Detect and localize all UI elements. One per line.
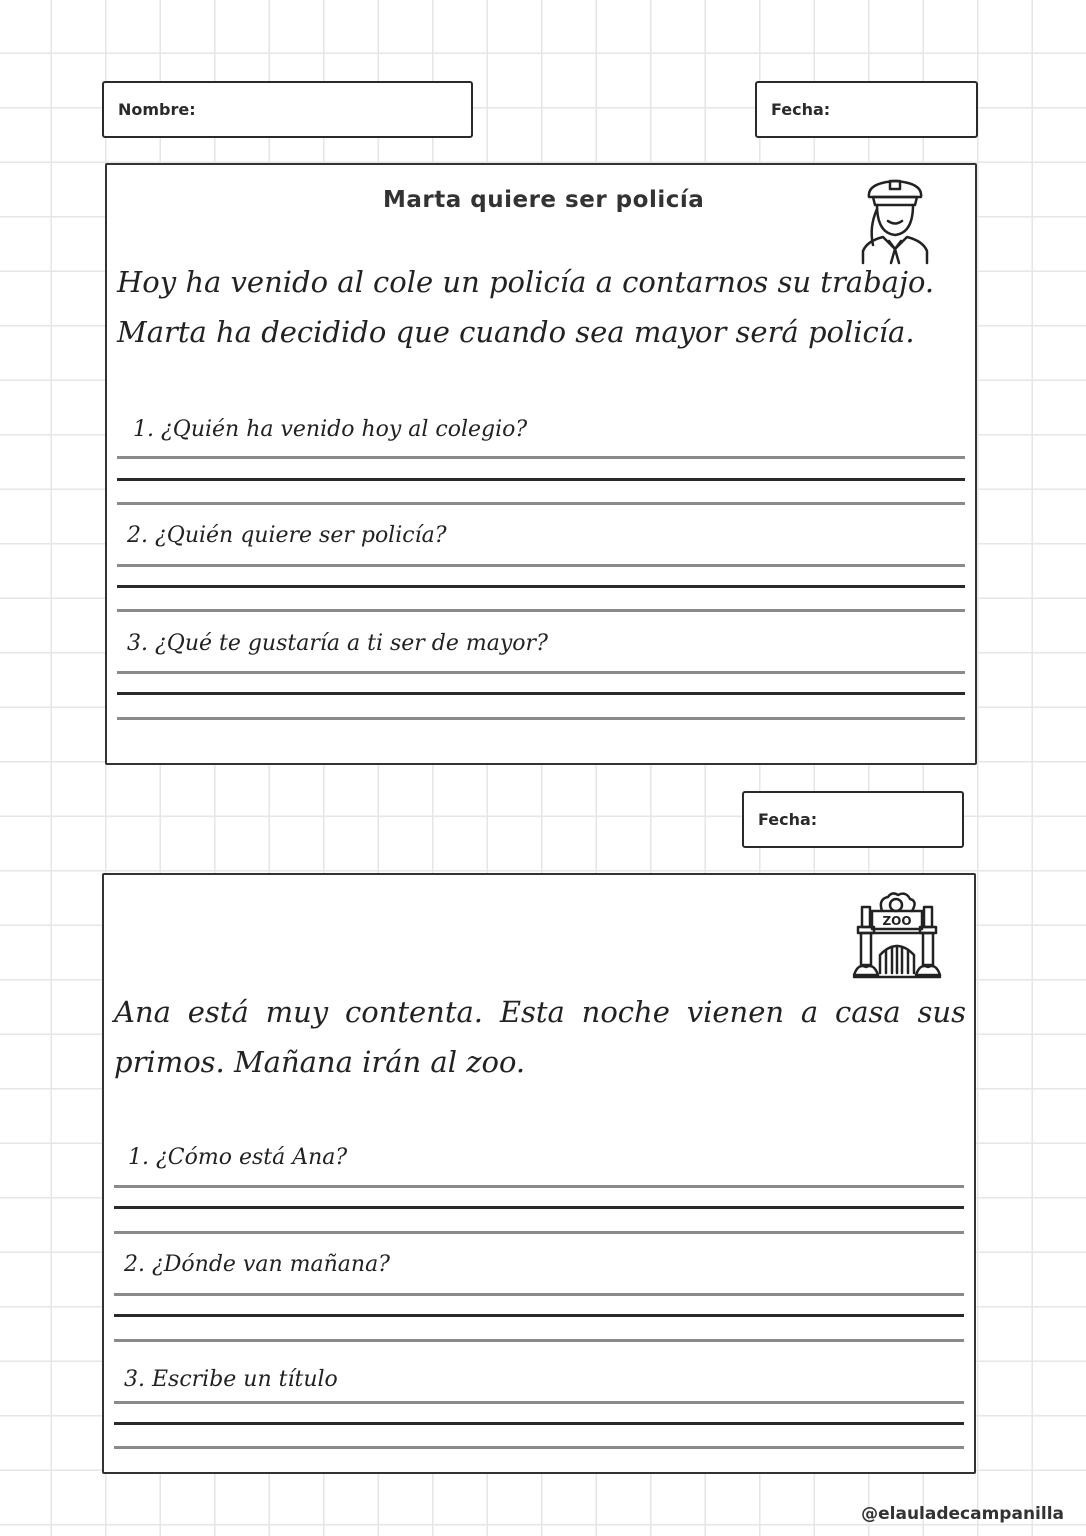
story-line: Ana está muy contenta. Esta noche vienen a casa sus	[114, 995, 966, 1029]
answer-base-line[interactable]	[114, 1206, 964, 1209]
answer-guide-line[interactable]	[114, 1231, 964, 1234]
answer-guide-line[interactable]	[117, 717, 965, 720]
date-label: Fecha:	[771, 100, 831, 119]
answer-base-line[interactable]	[117, 585, 965, 588]
zoo-gate-icon	[852, 889, 942, 983]
name-field[interactable]	[102, 81, 473, 138]
question-3: 3. Escribe un título	[124, 1367, 338, 1392]
name-label: Nombre:	[118, 100, 196, 119]
police-officer-icon	[859, 175, 931, 265]
answer-guide-line[interactable]	[117, 456, 965, 459]
date-label-2: Fecha:	[758, 810, 818, 829]
answer-base-line[interactable]	[114, 1422, 964, 1425]
question-1: 1. ¿Quién ha venido hoy al colegio?	[133, 417, 528, 442]
question-2: 2. ¿Dónde van mañana?	[124, 1252, 390, 1277]
story-line: Hoy ha venido al cole un policía a contarnos su trabajo.	[117, 265, 935, 299]
answer-base-line[interactable]	[114, 1314, 964, 1317]
answer-guide-line[interactable]	[114, 1446, 964, 1449]
exercise-2-story	[114, 987, 966, 1087]
answer-guide-line[interactable]	[117, 609, 965, 612]
answer-guide-line[interactable]	[117, 502, 965, 505]
date-field[interactable]	[755, 81, 978, 138]
exercise-1-card	[105, 163, 977, 765]
question-3: 3. ¿Qué te gustaría a ti ser de mayor?	[127, 631, 548, 656]
exercise-1-title: Marta quiere ser policía	[383, 187, 705, 213]
question-1: 1. ¿Cómo está Ana?	[128, 1145, 348, 1170]
answer-guide-line[interactable]	[114, 1185, 964, 1188]
svg-text:ZOO: ZOO	[882, 914, 912, 928]
answer-base-line[interactable]	[117, 478, 965, 481]
answer-guide-line[interactable]	[114, 1339, 964, 1342]
author-handle: @elauladecampanilla	[861, 1504, 1064, 1524]
answer-guide-line[interactable]	[117, 564, 965, 567]
exercise-2-card	[102, 873, 976, 1474]
story-line: primos. Mañana irán al zoo.	[114, 1045, 526, 1079]
date-field-2[interactable]	[742, 791, 964, 848]
question-2: 2. ¿Quién quiere ser policía?	[127, 523, 447, 548]
answer-guide-line[interactable]	[117, 671, 965, 674]
answer-guide-line[interactable]	[114, 1401, 964, 1404]
story-line: Marta ha decidido que cuando sea mayor será policía.	[117, 315, 915, 349]
exercise-1-story	[117, 257, 967, 357]
answer-guide-line[interactable]	[114, 1293, 964, 1296]
answer-base-line[interactable]	[117, 692, 965, 695]
